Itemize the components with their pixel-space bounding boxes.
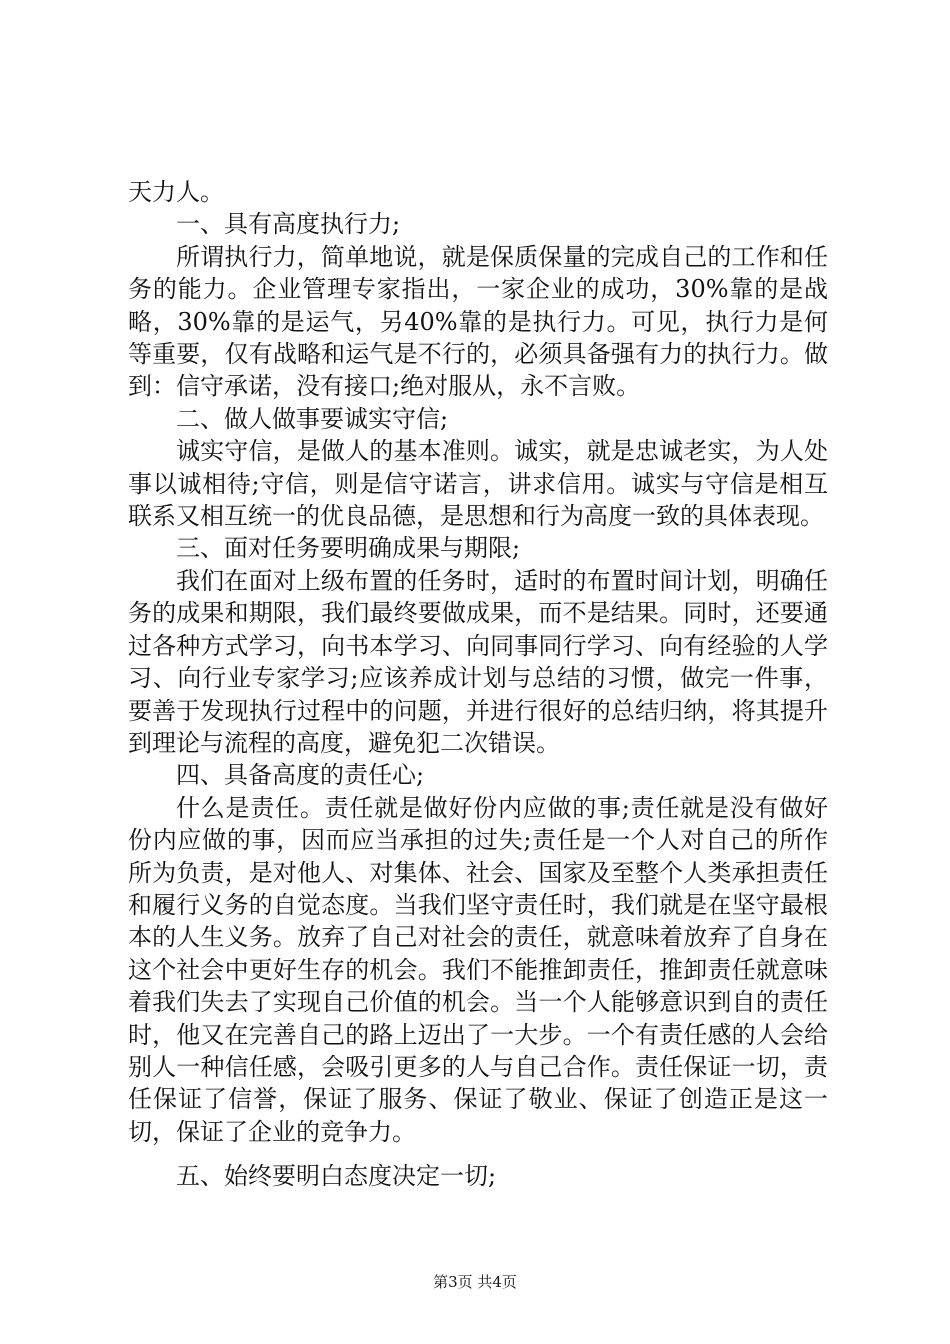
page-number: 第3页 共4页 (433, 1273, 517, 1291)
page-footer (0, 1272, 950, 1292)
heading-results: 三、面对任务要明确成果与期限; (176, 534, 521, 563)
paragraph-execution: 所谓执行力，简单地说，就是保质保量的完成自己的工作和任务的能力。企业管理专家指出，一家企业的成功，30%靠的是战略，30%靠的是运气，另40%靠的是执行力。可见，执行力是何等重要，仅有战略和运气是不行的，必须具备强有力的执行力。做到：信守承诺，没有接口;绝对服从，永不言败。 (128, 242, 828, 401)
heading-attitude: 五、始终要明白态度决定一切; (176, 1162, 497, 1191)
heading-execution: 一、具有高度执行力; (176, 210, 401, 239)
paragraph-integrity: 诚实守信，是做人的基本准则。诚实，就是忠诚老实，为人处事以诚相待;守信，则是信守诺言，讲求信用。诚实与守信是相互联系又相互统一的优良品德，是思想和行为高度一致的具体表现。 (128, 437, 828, 531)
heading-integrity: 二、做人做事要诚实守信; (176, 404, 449, 433)
paragraph-results: 我们在面对上级布置的任务时，适时的布置时间计划，明确任务的成果和期限，我们最终要做成果，而不是结果。同时，还要通过各种方式学习，向书本学习、向同事同行学习、向有经验的人学习、向行业专家学习;应该养成计划与总结的习惯，做完一件事，要善于发现执行过程中的问题，并进行很好的总结归纳，将其提升到理论与流程的高度，避免犯二次错误。 (128, 566, 828, 757)
paragraph-continuation: 天力人。 (128, 178, 224, 206)
document-body (128, 176, 828, 1193)
heading-responsibility: 四、具备高度的责任心; (176, 761, 425, 790)
paragraph-responsibility: 什么是责任。责任就是做好份内应做的事;责任就是没有做好份内应做的事，因而应当承担的过失;责任是一个人对自己的所作所为负责，是对他人、对集体、社会、国家及至整个人类承担责任和履行义务的自觉态度。当我们坚守责任时，我们就是在坚守最根本的人生义务。放弃了自己对社会的责任，就意味着放弃了自身在这个社会中更好生存的机会。我们不能推卸责任，推卸责任就意味着我们失去了实现自己价值的机会。当一个人能够意识到自的责任时，他又在完善自己的路上迈出了一大步。一个有责任感的人会给别人一种信任感，会吸引更多的人与自己合作。责任保证一切，责任保证了信誉，保证了服务、保证了敬业、保证了创造正是这一切，保证了企业的竞争力。 (128, 793, 828, 1146)
